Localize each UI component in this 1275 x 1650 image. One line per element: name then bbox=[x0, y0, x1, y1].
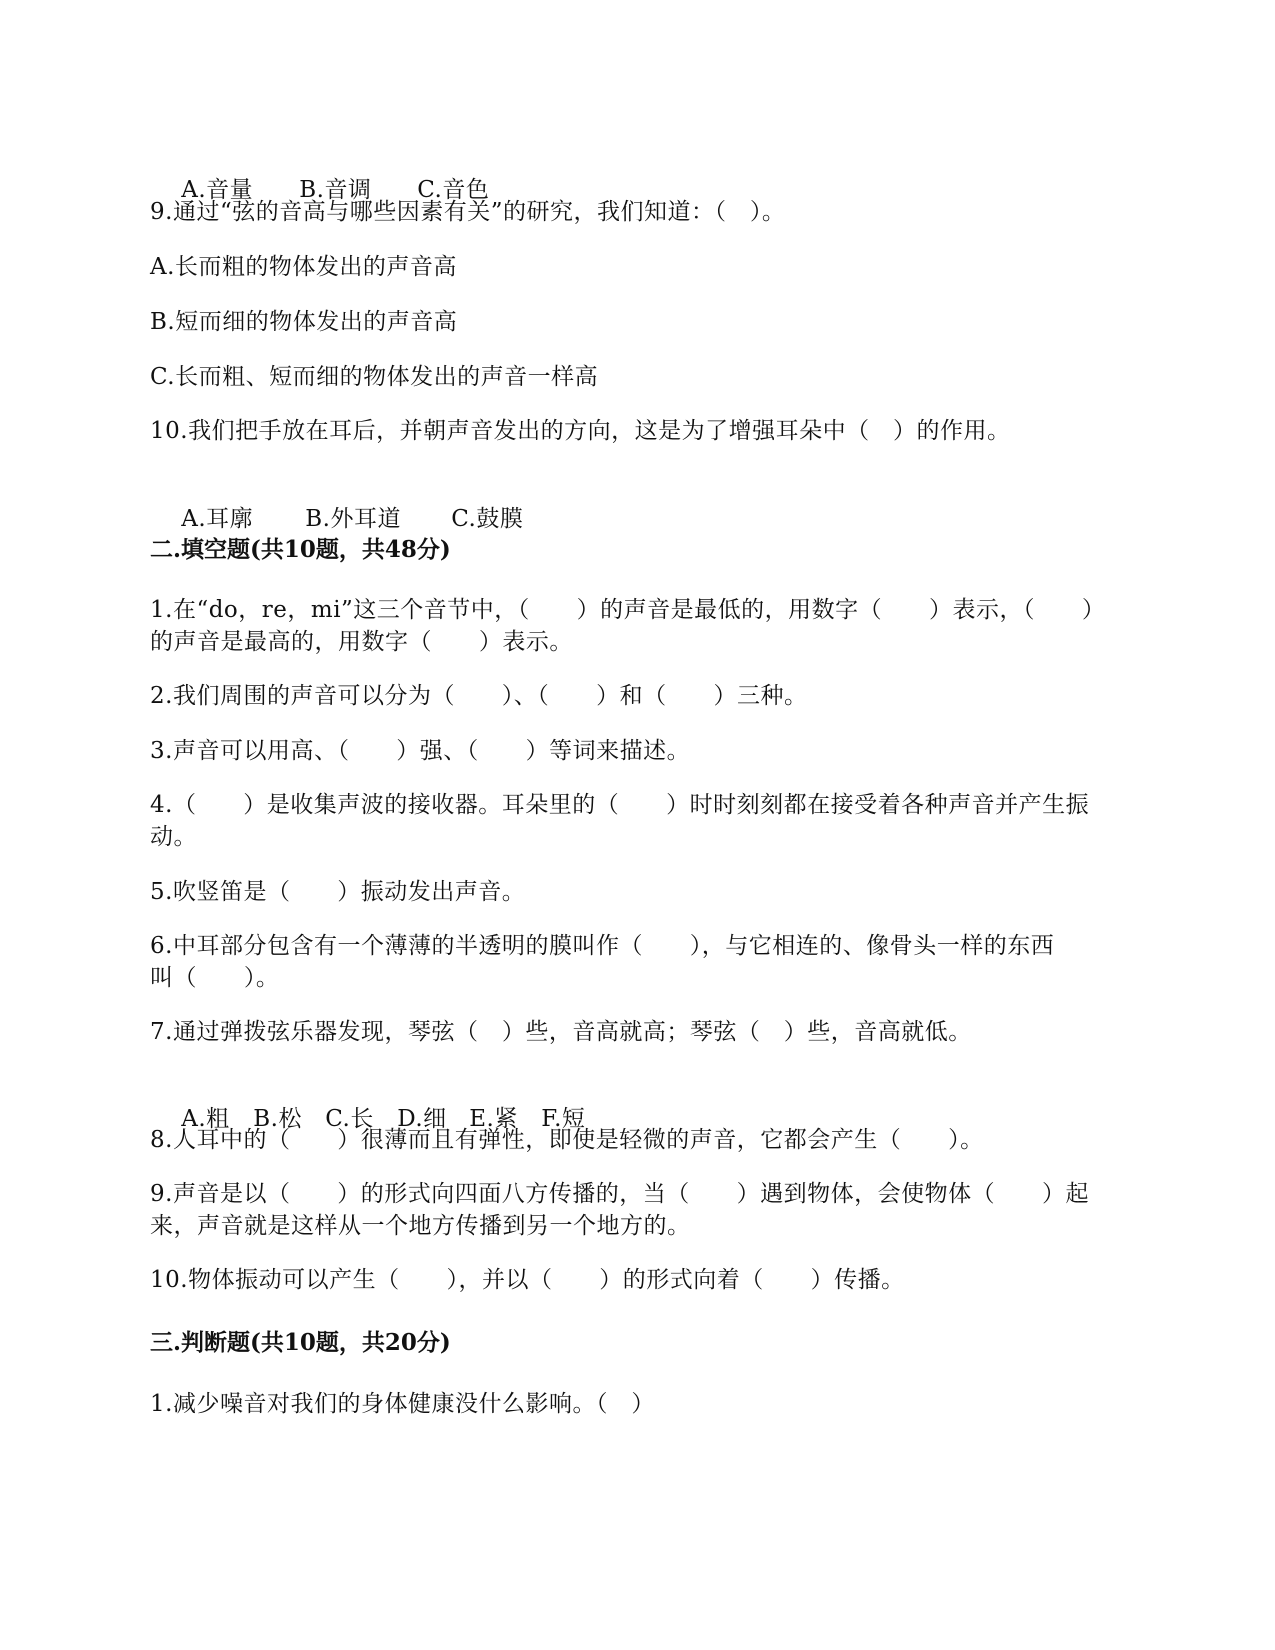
q9-stem: 9.通过“弦的音高与哪些因素有关”的研究，我们知道：（ ）。 bbox=[150, 199, 786, 225]
q9-option-c: C.长而粗、短而细的物体发出的声音一样高 bbox=[150, 364, 599, 390]
judge-q1: 1.减少噪音对我们的身体健康没什么影响。（ ） bbox=[150, 1391, 655, 1417]
fill-q4-line1: 4.（ ）是收集声波的接收器。耳朵里的（ ）时时刻刻都在接受着各种声音并产生振 bbox=[150, 792, 1090, 818]
fill-q3: 3.声音可以用高、（ ）强、（ ）等词来描述。 bbox=[150, 738, 691, 764]
fill-q10: 10.物体振动可以产生（ ），并以（ ）的形式向着（ ）传播。 bbox=[150, 1267, 905, 1293]
q9-option-a: A.长而粗的物体发出的声音高 bbox=[150, 254, 457, 280]
fill-q1-line2: 的声音是最高的，用数字（ ）表示。 bbox=[150, 629, 573, 655]
q10-option-b: B.外耳道 bbox=[305, 506, 401, 532]
q10-option-a: A.耳廓 bbox=[181, 506, 254, 532]
q10-stem: 10.我们把手放在耳后，并朝声音发出的方向，这是为了增强耳朵中（ ）的作用。 bbox=[150, 418, 1011, 444]
q9-option-b: B.短而细的物体发出的声音高 bbox=[150, 309, 458, 335]
fill-q7: 7.通过弹拨弦乐器发现，琴弦（ ）些，音高就高；琴弦（ ）些，音高就低。 bbox=[150, 1019, 972, 1045]
fill-q9-line2: 来，声音就是这样从一个地方传播到另一个地方的。 bbox=[150, 1213, 691, 1239]
fill-q6-line1: 6.中耳部分包含有一个薄薄的半透明的膜叫作（ ），与它相连的、像骨头一样的东西 bbox=[150, 933, 1055, 959]
fill-q9-line1: 9.声音是以（ ）的形式向四面八方传播的，当（ ）遇到物体，会使物体（ ）起 bbox=[150, 1181, 1090, 1207]
q8-option-a: A.音量 bbox=[181, 177, 254, 203]
fill-q1-line1: 1.在“do，re，mi”这三个音节中，（ ）的声音是最低的，用数字（ ）表示，（ ） bbox=[150, 597, 1106, 623]
fill-q5: 5.吹竖笛是（ ）振动发出声音。 bbox=[150, 879, 526, 905]
fill-q7-option-e: E.紧 bbox=[469, 1106, 518, 1132]
q10-option-c: C.鼓膜 bbox=[451, 506, 524, 532]
fill-q7-option-d: D.细 bbox=[397, 1106, 447, 1132]
fill-q7-option-b: B.松 bbox=[253, 1106, 302, 1132]
section-3-title: 三.判断题(共10题，共20分) bbox=[150, 1329, 451, 1356]
fill-q2: 2.我们周围的声音可以分为（ ）、（ ）和（ ）三种。 bbox=[150, 683, 808, 709]
fill-q8: 8.人耳中的（ ）很薄而且有弹性，即使是轻微的声音，它都会产生（ ）。 bbox=[150, 1127, 984, 1153]
fill-q7-option-f: F.短 bbox=[541, 1106, 586, 1132]
fill-q4-line2: 动。 bbox=[150, 824, 197, 850]
fill-q6-line2: 叫（ ）。 bbox=[150, 965, 280, 991]
q8-option-b: B.音调 bbox=[299, 177, 372, 203]
section-2-title: 二.填空题(共10题，共48分) bbox=[150, 536, 451, 563]
q8-option-c: C.音色 bbox=[417, 177, 490, 203]
fill-q7-option-c: C.长 bbox=[325, 1106, 374, 1132]
fill-q7-option-a: A.粗 bbox=[181, 1106, 230, 1132]
